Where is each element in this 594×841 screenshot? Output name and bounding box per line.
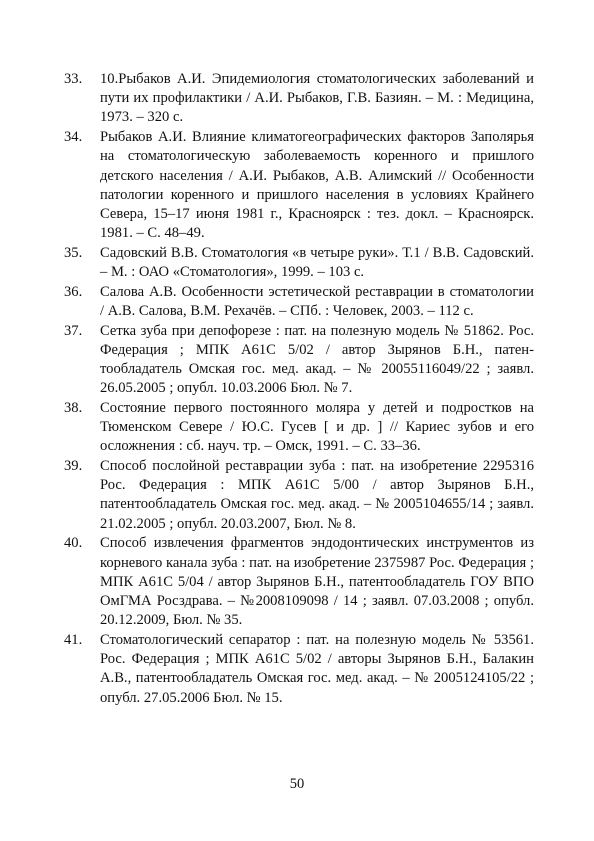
reference-number: 35. — [64, 244, 83, 261]
reference-list — [64, 70, 534, 708]
reference-number: 41. — [64, 631, 83, 648]
reference-item — [64, 128, 534, 243]
reference-text: Рыбаков А.И. Влияние климатогеографических факторов Заполярья на стоматологическую заболеваемость коренного и пришлого детского населения / А.И. Рыбаков, А.В. Алимский // Особенности патологии коренного и пришлого населения в условиях Крайнего Севера, 15–17 июня 1981 г., Красноярск : тез. докл. – Красноярск. 1981. – С. 48–49. — [100, 129, 534, 242]
reference-text: Способ послойной реставрации зуба : пат. на изобретение 2295316 Рос. Федерация : МПК А61С 5/00 / автор Зырянов Б.Н., патентообладатель Омская гос. мед. акад. – № 2005104655/14 ; заявл. 21.02.2005 ; опубл. 20.03.2007, Бюл. № 8. — [100, 458, 534, 532]
reference-item — [64, 399, 534, 457]
reference-number: 37. — [64, 322, 83, 339]
reference-text: 10.Рыбаков А.И. Эпидемиология стоматологических заболеваний и пути их профилактики / А.И. Рыбаков, Г.В. Базиян. – М. : Медицина, 1973. – 320 с. — [100, 71, 534, 126]
reference-number: 36. — [64, 283, 83, 300]
reference-item — [64, 631, 534, 708]
page-number: 50 — [289, 776, 305, 792]
reference-number: 38. — [64, 399, 83, 416]
reference-item — [64, 244, 534, 282]
reference-number: 34. — [64, 129, 83, 146]
reference-text: Салова А.В. Особенности эстетической реставрации в стоматологии / А.В. Салова, В.М. Рехачёв. – СПб. : Человек, 2003. – 112 с. — [100, 283, 534, 319]
reference-number: 33. — [64, 71, 83, 87]
reference-text: Сетка зуба при депофорезе : пат. на полезную модель № 51862. Рос. Федерация ; МПК А61С 5/02 / автор Зырянов Б.Н., патентообладатель Омская гос. мед. акад. – № 20055116049/22 ; заявл. 26.05.2005 ; опубл. 10.03.2006 Бюл. № 7. — [100, 322, 534, 397]
reference-number: 39. — [64, 458, 83, 475]
reference-number: 40. — [64, 535, 83, 552]
reference-item — [64, 322, 534, 399]
reference-item — [64, 70, 534, 128]
reference-text: Способ извлечения фрагментов эндодонтических инструментов из корневого канала зуба : пат. на изобретение 2375987 Рос. Федерация ; МПК А61С 5/04 / автор Зырянов Б.Н., патентообладатель ГОУ ВПО ОмГМА Росздрава. – №2008109098 / 14 ; заявл. 07.03.2008 ; опубл. 20.12.2009, Бюл. № 35. — [100, 535, 534, 629]
reference-text: Стоматологический сепаратор : пат. на полезную модель № 53561. Рос. Федерация ; МПК А61С 5/02 / авторы Зырянов Б.Н., Балакин А.В., патентообладатель Омская гос. мед. акад. – № 2005124105/22 ; опубл. 27.05.2006 Бюл. № 15. — [100, 631, 534, 706]
reference-item — [64, 283, 534, 321]
reference-text: Садовский В.В. Стоматология «в четыре руки». Т.1 / В.В. Садовский. – М. : ОАО «Стоматология», 1999. – 103 с. — [100, 244, 534, 281]
reference-item — [64, 534, 534, 630]
reference-item — [64, 457, 534, 534]
reference-text: Состояние первого постоянного моляра у детей и подростков на Тюменском Севере / Ю.С. Гусев [ и др. ] // Кариес зубов и его осложнения : сб. науч. тр. – Омск, 1991. – С. 33–36. — [100, 399, 534, 455]
